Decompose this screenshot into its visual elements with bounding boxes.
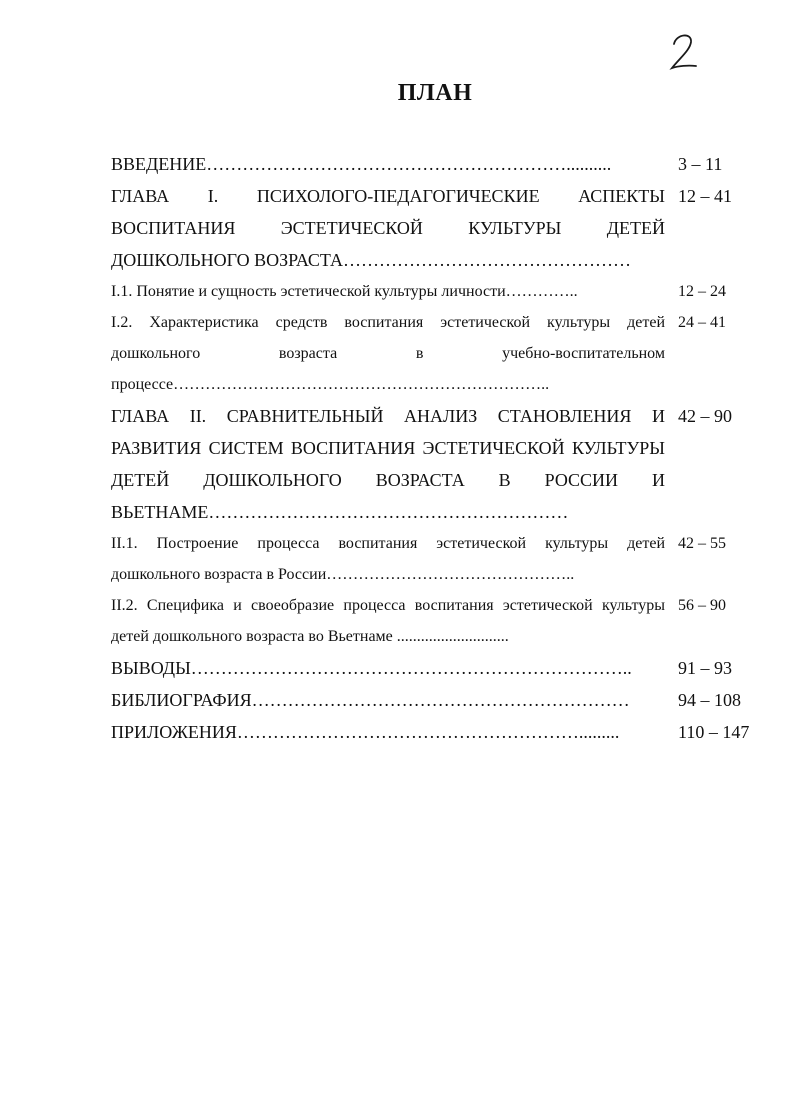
toc-entry-text: I.2. Характеристика средств воспитания эстетической культуры детей дошкольного возраста в учебно-воспитательном процессе…………………………………………………………….. (111, 314, 665, 393)
toc-entry-pages: 56 – 90 (678, 597, 726, 614)
toc-entry-text: ПРИЛОЖЕНИЯ…………………………………………………......... (111, 722, 620, 742)
toc-entry-text: ВЫВОДЫ……………………………………………………………….. (111, 658, 632, 678)
toc-entry-pages: 12 – 24 (678, 283, 726, 300)
toc-entry-section-2-2 (111, 590, 751, 652)
toc-entry-pages: 24 – 41 (678, 314, 726, 331)
toc-entry-text: II.2. Специфика и своеобразие процесса воспитания эстетической культуры детей дошкольного возраста во Вьетнаме ............................ (111, 597, 665, 645)
toc-entry-pages: 12 – 41 (678, 186, 732, 206)
toc-entry-pages: 3 – 11 (678, 154, 723, 174)
toc-entry-pages: 110 – 147 (678, 722, 750, 742)
toc-entry-text: БИБЛИОГРАФИЯ……………………………………………………… (111, 690, 630, 710)
toc-entry-text: ГЛАВА I. ПСИХОЛОГО-ПЕДАГОГИЧЕСКИЕ АСПЕКТЫ ВОСПИТАНИЯ ЭСТЕТИЧЕСКОЙ КУЛЬТУРЫ ДЕТЕЙ ДОШКОЛЬНОГО ВОЗРАСТА………………………………………… (111, 186, 665, 270)
toc-entry-text: ВВЕДЕНИЕ…………………………………………………….......... (111, 154, 612, 174)
toc-entry-section-2-1 (111, 528, 751, 590)
handwritten-page-number (664, 28, 704, 76)
toc-entry-section-1-1 (111, 276, 751, 307)
table-of-contents (111, 148, 751, 748)
toc-entry-pages: 94 – 108 (678, 690, 741, 710)
toc-entry-bibliography (111, 684, 751, 716)
toc-entry-text: I.1. Понятие и сущность эстетической культуры личности………….. (111, 283, 578, 300)
toc-entry-appendices (111, 716, 751, 748)
toc-entry-pages: 91 – 93 (678, 658, 732, 678)
toc-entry-pages: 42 – 90 (678, 406, 732, 426)
toc-entry-introduction (111, 148, 751, 180)
toc-entry-chapter-1 (111, 180, 751, 276)
toc-entry-text: ГЛАВА II. СРАВНИТЕЛЬНЫЙ АНАЛИЗ СТАНОВЛЕНИЯ И РАЗВИТИЯ СИСТЕМ ВОСПИТАНИЯ ЭСТЕТИЧЕСКОЙ КУЛЬТУРЫ ДЕТЕЙ ДОШКОЛЬНОГО ВОЗРАСТА В РОССИИ И ВЬЕТНАМЕ…………………………………………………… (111, 406, 665, 522)
toc-entry-conclusions (111, 652, 751, 684)
handwritten-two-mark (664, 28, 704, 76)
toc-entry-pages: 42 – 55 (678, 535, 726, 552)
toc-entry-text: II.1. Построение процесса воспитания эстетической культуры детей дошкольного возраста в России……………………………………….. (111, 535, 665, 583)
page-title: ПЛАН (397, 80, 473, 106)
toc-entry-chapter-2 (111, 400, 751, 528)
toc-entry-section-1-2 (111, 307, 751, 400)
